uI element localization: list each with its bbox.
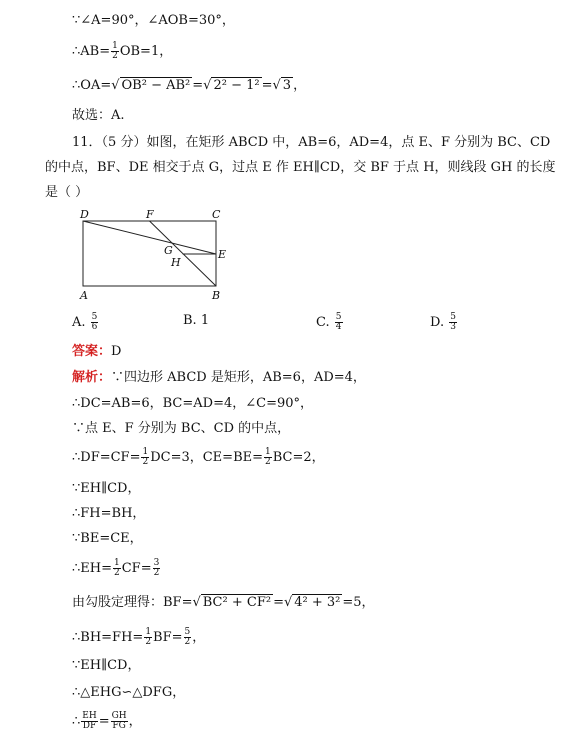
solution-line	[72, 448, 325, 467]
numerator: 3	[153, 558, 160, 568]
radicand: BC² + CF²	[202, 595, 272, 610]
label-d: D	[80, 208, 89, 221]
radicand: 3	[282, 78, 292, 93]
solution-line	[72, 594, 375, 612]
fraction	[335, 313, 343, 332]
text-part: ∴BH=FH=	[72, 630, 144, 645]
text-part: ∴OA=	[72, 78, 112, 93]
text-part: DC=3，CE=BE=	[150, 450, 264, 465]
numerator: 5	[184, 627, 191, 637]
text-part: ∴DF=CF=	[72, 450, 141, 465]
text-part: =	[273, 595, 284, 610]
text-part: OB=1，	[119, 44, 173, 59]
sqrt: √ 3	[272, 78, 292, 93]
text-part: ∴AB=	[72, 44, 111, 59]
numerator: 1	[145, 627, 152, 637]
denominator: 2	[142, 457, 149, 467]
label-f: F	[146, 208, 154, 221]
fraction	[111, 42, 119, 61]
fraction	[141, 448, 149, 467]
text-part: ，	[192, 630, 206, 645]
question-line: 的中点，BF、DE 相交于点 G，过点 E 作 EH∥CD，交 BF 于点 H，则线段 GH 的长度	[45, 160, 556, 175]
text-part: ∵四边形 ABCD 是矩形，AB=6，AD=4，	[111, 370, 366, 385]
text-part: BC=2，	[272, 450, 325, 465]
denominator: 4	[335, 322, 342, 332]
denominator: 2	[145, 637, 152, 647]
solution-line	[72, 369, 366, 387]
option-label: D.	[430, 315, 445, 330]
denominator: 2	[184, 637, 191, 647]
denominator: FG	[112, 721, 126, 731]
numerator: 5	[91, 312, 98, 322]
fraction	[91, 313, 99, 332]
solution-line: ∴△EHG∽△DFG，	[72, 685, 186, 700]
denominator: 2	[112, 51, 118, 61]
denominator: DF	[82, 721, 97, 731]
solution-line: ∵EH∥CD，	[72, 658, 141, 673]
solution-line	[72, 559, 161, 578]
answer-label: 答案：	[72, 344, 112, 359]
text-part: ∴EH=	[72, 561, 112, 576]
answer-line	[72, 343, 121, 361]
option-a	[72, 313, 99, 332]
segment-de	[83, 221, 216, 254]
text-part: ，	[128, 714, 142, 729]
text-part: ∴	[72, 714, 81, 729]
numerator: 1	[114, 558, 120, 568]
solution-line: ∵点 E、F 分别为 BC、CD 的中点，	[72, 421, 291, 436]
text-part: 由勾股定理得：BF=	[72, 595, 193, 610]
denominator: 2	[114, 568, 120, 578]
text-line	[72, 77, 306, 95]
fraction	[264, 448, 272, 467]
answer-value: D	[111, 344, 122, 359]
label-g: G	[164, 244, 173, 257]
denominator: 3	[450, 322, 456, 332]
question-line: 11．（5 分）如图，在矩形 ABCD 中，AB=6，AD=4，点 E、F 分别为 BC、CD	[72, 135, 551, 150]
geometry-figure	[74, 204, 234, 304]
fraction	[144, 628, 152, 647]
numerator: EH	[82, 711, 97, 721]
label-e: E	[218, 248, 227, 261]
fraction	[111, 712, 128, 731]
denominator: 2	[153, 568, 160, 578]
sqrt: √ 2² − 1²	[203, 78, 260, 93]
fraction	[449, 313, 457, 332]
radicand: OB² − AB²	[121, 78, 191, 93]
denominator: 2	[265, 457, 271, 467]
option-c	[316, 313, 344, 332]
sqrt: √ OB² − AB²	[111, 78, 191, 93]
numerator: GH	[111, 711, 127, 721]
radicand: 4² + 3²	[294, 595, 341, 610]
denominator: 6	[91, 322, 98, 332]
text-part: =5，	[342, 595, 375, 610]
sqrt: √ BC² + CF²	[192, 595, 272, 610]
text-part: CF=	[121, 561, 152, 576]
solution-line: ∵EH∥CD，	[72, 481, 141, 496]
fraction	[184, 628, 192, 647]
text-line	[72, 42, 172, 61]
fraction	[81, 712, 97, 731]
solution-line: ∴FH=BH，	[72, 506, 146, 521]
option-d	[430, 313, 458, 332]
label-a: A	[80, 289, 88, 302]
option-label: B.	[183, 313, 197, 328]
option-value: 1	[200, 313, 210, 328]
text-part: BF=	[153, 630, 183, 645]
option-label: C.	[316, 315, 330, 330]
solution-line	[72, 712, 142, 731]
label-b: B	[212, 289, 221, 302]
label-h: H	[171, 256, 181, 269]
question-line: 是（ ）	[45, 185, 89, 200]
text-line: ∵∠A=90°，∠AOB=30°，	[72, 13, 235, 28]
option-b	[183, 313, 209, 328]
numerator: 1	[112, 41, 118, 51]
solution-line: ∵BE=CE，	[72, 531, 143, 546]
text-line: 故选：A.	[72, 108, 125, 123]
numerator: 1	[142, 447, 149, 457]
solution-label: 解析：	[72, 370, 112, 385]
fraction	[113, 559, 121, 578]
fraction	[153, 559, 161, 578]
text-part: =	[261, 78, 273, 93]
sqrt: √ 4² + 3²	[283, 595, 341, 610]
solution-line: ∴DC=AB=6，BC=AD=4，∠C=90°，	[72, 396, 314, 411]
numerator: 5	[335, 312, 342, 322]
solution-line	[72, 628, 205, 647]
option-label: A.	[72, 315, 86, 330]
text-part: =	[98, 714, 110, 729]
radicand: 2² − 1²	[213, 78, 260, 93]
text-part: ，	[293, 78, 307, 93]
numerator: 1	[265, 447, 271, 457]
text-part: =	[192, 78, 204, 93]
numerator: 5	[450, 312, 456, 322]
label-c: C	[212, 208, 221, 221]
